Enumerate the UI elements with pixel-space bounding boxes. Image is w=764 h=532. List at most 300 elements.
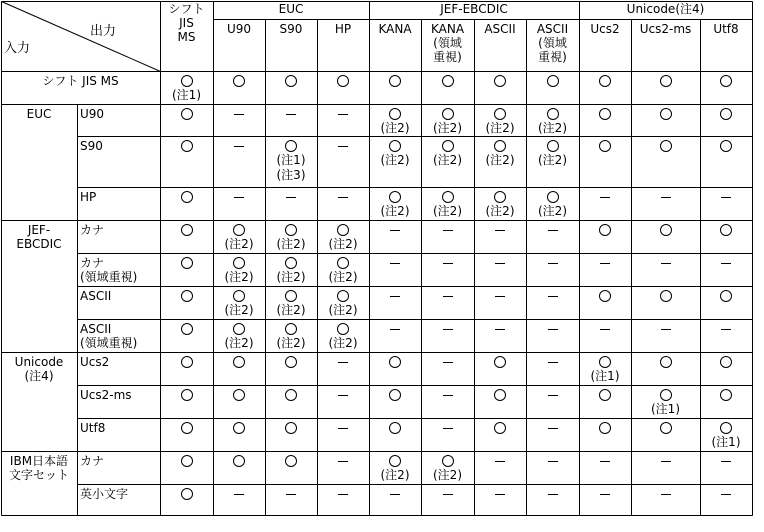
unsupported-mark (234, 146, 244, 147)
supported-mark (285, 455, 297, 467)
row-group-label: Unicode (14, 355, 64, 369)
supported-mark (337, 257, 349, 269)
col-group-label: シフト (168, 2, 205, 16)
table-cell (579, 286, 631, 319)
unsupported-mark (286, 114, 296, 115)
supported-mark (337, 290, 349, 302)
table-cell (579, 71, 631, 104)
row-header-label: Utf8 (80, 421, 106, 435)
supported-mark (181, 257, 193, 269)
table-cell (421, 104, 474, 136)
table-cell (160, 385, 213, 418)
supported-mark (599, 108, 611, 120)
table-cell (369, 187, 421, 220)
note-label: (注2) (276, 237, 306, 251)
supported-mark (599, 356, 611, 368)
col-header-label: U90 (226, 22, 252, 36)
table-cell (474, 253, 526, 286)
table-cell (631, 136, 700, 187)
col-header-label: Ucs2-ms (639, 22, 692, 36)
supported-mark (233, 356, 245, 368)
unsupported-mark (495, 329, 505, 330)
supported-mark (660, 75, 672, 87)
supported-mark (285, 389, 297, 401)
supported-mark (181, 356, 193, 368)
supported-mark (599, 422, 611, 434)
supported-mark (181, 191, 193, 203)
supported-mark (233, 290, 245, 302)
supported-mark (599, 290, 611, 302)
supported-mark (233, 455, 245, 467)
table-cell (474, 451, 526, 484)
unsupported-mark (443, 263, 453, 264)
table-cell (474, 187, 526, 220)
table-cell (700, 484, 752, 515)
table-cell (700, 451, 752, 484)
table-cell (421, 418, 474, 451)
table-cell (526, 136, 579, 187)
row-header (77, 136, 160, 187)
unsupported-mark (443, 329, 453, 330)
table-cell (213, 451, 265, 484)
note-label: (注2) (433, 468, 462, 482)
note-label: (注2) (224, 237, 254, 251)
unsupported-mark (443, 395, 453, 396)
supported-mark (181, 455, 193, 467)
table-cell (421, 253, 474, 286)
supported-mark (181, 140, 193, 152)
supported-mark (494, 191, 506, 203)
row-header-label: Ucs2 (80, 355, 110, 369)
table-cell (160, 451, 213, 484)
unsupported-mark (286, 197, 296, 198)
table-cell (421, 136, 474, 187)
supported-mark (547, 140, 559, 152)
supported-mark (442, 75, 454, 87)
note-label: (注2) (380, 468, 410, 482)
col-group-header (369, 1, 579, 19)
table-cell (474, 286, 526, 319)
col-header (700, 19, 752, 71)
row-header (77, 104, 160, 136)
table-cell (631, 319, 700, 352)
row-group-label: シフト JIS MS (42, 74, 119, 88)
supported-mark (389, 75, 401, 87)
table-cell (526, 286, 579, 319)
row-header (77, 253, 160, 286)
table-cell (265, 484, 317, 515)
supported-mark (181, 488, 193, 500)
col-header-label: KANA (430, 22, 465, 36)
supported-mark (389, 108, 401, 120)
row-group-label: EBCDIC (16, 237, 62, 251)
row-header-label: ASCII (80, 289, 112, 303)
unsupported-mark (548, 395, 558, 396)
table-cell (265, 286, 317, 319)
table-cell (579, 418, 631, 451)
col-header (474, 19, 526, 71)
table-cell (700, 385, 752, 418)
col-group-label: JIS (179, 16, 194, 30)
table-cell (700, 136, 752, 187)
supported-mark (442, 191, 454, 203)
table-cell (526, 319, 579, 352)
table-cell (474, 484, 526, 515)
unsupported-mark (721, 461, 731, 462)
unsupported-mark (338, 395, 348, 396)
supported-mark (720, 75, 732, 87)
unsupported-mark (338, 146, 348, 147)
supported-mark (389, 455, 401, 467)
table-cell (265, 253, 317, 286)
col-header-label: Utf8 (713, 22, 739, 36)
supported-mark (720, 224, 732, 236)
row-header (77, 286, 160, 319)
supported-mark (720, 290, 732, 302)
row-header (77, 451, 160, 484)
unsupported-mark (548, 461, 558, 462)
supported-mark (285, 290, 297, 302)
table-cell (317, 484, 369, 515)
table-cell (631, 418, 700, 451)
table-cell (160, 484, 213, 515)
note-label: (注2) (380, 204, 410, 218)
note-label: (注2) (485, 204, 515, 218)
note-label: (注3) (276, 168, 306, 182)
row-group-header (1, 104, 77, 220)
table-cell (369, 71, 421, 104)
col-header (317, 19, 369, 71)
unsupported-mark (548, 230, 558, 231)
note-label: (注2) (380, 153, 410, 167)
col-header-label: Ucs2 (590, 22, 620, 36)
table-cell (160, 319, 213, 352)
row-header (77, 385, 160, 418)
table-cell (213, 253, 265, 286)
row-header (77, 187, 160, 220)
row-group-label: JEF- (27, 223, 51, 237)
row-header (77, 484, 160, 515)
table-cell (631, 253, 700, 286)
table-cell (474, 352, 526, 385)
supported-mark (285, 257, 297, 269)
supported-mark (660, 422, 672, 434)
supported-mark (494, 422, 506, 434)
unsupported-mark (338, 494, 348, 495)
unsupported-mark (661, 329, 671, 330)
note-label: (注2) (328, 237, 358, 251)
unsupported-mark (721, 197, 731, 198)
unsupported-mark (338, 461, 348, 462)
supported-mark (181, 290, 193, 302)
table-cell (700, 71, 752, 104)
unsupported-mark (234, 114, 244, 115)
table-cell (474, 385, 526, 418)
unsupported-mark (721, 263, 731, 264)
table-cell (369, 484, 421, 515)
table-cell (265, 352, 317, 385)
supported-mark (547, 191, 559, 203)
note-label: (注1) (651, 402, 680, 416)
col-group-header (160, 1, 213, 71)
table-cell (421, 220, 474, 253)
table-cell (526, 187, 579, 220)
table-cell (421, 451, 474, 484)
row-group-label: 文字セット (8, 468, 69, 482)
table-cell (421, 352, 474, 385)
col-group-header (213, 1, 369, 19)
supported-mark (389, 389, 401, 401)
row-header-label: 英小文字 (80, 487, 129, 501)
table-cell (579, 253, 631, 286)
unsupported-mark (600, 263, 610, 264)
supported-mark (285, 323, 297, 335)
table-cell (474, 104, 526, 136)
table-cell (526, 71, 579, 104)
row-group-header (1, 220, 77, 352)
table-cell (265, 136, 317, 187)
table-cell (421, 286, 474, 319)
unsupported-mark (390, 494, 400, 495)
supported-mark (547, 108, 559, 120)
table-cell (265, 220, 317, 253)
table-cell (369, 104, 421, 136)
unsupported-mark (338, 428, 348, 429)
note-label: (注1) (172, 88, 201, 102)
supported-mark (494, 389, 506, 401)
table-cell (369, 319, 421, 352)
col-header-label: HP (334, 22, 352, 36)
table-cell (700, 220, 752, 253)
unsupported-mark (286, 494, 296, 495)
supported-mark (233, 257, 245, 269)
note-label: (注1) (276, 153, 306, 167)
note-label: (注2) (538, 204, 567, 218)
unsupported-mark (600, 197, 610, 198)
unsupported-mark (338, 362, 348, 363)
row-header-label: HP (80, 190, 97, 204)
supported-mark (720, 356, 732, 368)
table-cell (160, 187, 213, 220)
unsupported-mark (495, 494, 505, 495)
supported-mark (389, 191, 401, 203)
note-label: (注1) (711, 435, 741, 449)
supported-mark (660, 356, 672, 368)
supported-mark (285, 140, 297, 152)
supported-mark (337, 75, 349, 87)
col-header-label: 重視) (433, 50, 462, 64)
table-cell (579, 352, 631, 385)
table-cell (369, 352, 421, 385)
col-group-label: EUC (278, 2, 304, 16)
supported-mark (660, 224, 672, 236)
table-cell (160, 220, 213, 253)
supported-mark (720, 422, 732, 434)
table-cell (160, 352, 213, 385)
table-cell (526, 220, 579, 253)
table-cell (160, 104, 213, 136)
supported-mark (233, 422, 245, 434)
table-cell (369, 253, 421, 286)
supported-mark (389, 356, 401, 368)
unsupported-mark (443, 362, 453, 363)
row-header-label: (領域重視) (80, 270, 138, 284)
unsupported-mark (721, 329, 731, 330)
corner-input-label: 入力 (4, 41, 31, 56)
row-group-label: EUC (26, 107, 52, 121)
table-cell (317, 187, 369, 220)
table-cell (631, 286, 700, 319)
note-label: (注2) (224, 270, 254, 284)
unsupported-mark (661, 263, 671, 264)
table-cell (579, 484, 631, 515)
note-label: (注1) (590, 369, 620, 383)
table-cell (213, 418, 265, 451)
col-group-label: JEF-EBCDIC (440, 2, 508, 16)
row-group-label: IBM日本語 (9, 454, 69, 468)
table-cell (369, 418, 421, 451)
unsupported-mark (548, 263, 558, 264)
supported-mark (285, 224, 297, 236)
note-label: (注2) (485, 121, 515, 135)
col-header (631, 19, 700, 71)
table-cell (700, 187, 752, 220)
supported-mark (389, 140, 401, 152)
table-cell (265, 187, 317, 220)
col-header-label: S90 (279, 22, 303, 36)
note-label: (注2) (538, 153, 567, 167)
table-cell (369, 286, 421, 319)
table-cell (160, 253, 213, 286)
table-cell (421, 319, 474, 352)
note-label: (注2) (224, 303, 254, 317)
unsupported-mark (390, 230, 400, 231)
unsupported-mark (548, 362, 558, 363)
unsupported-mark (495, 263, 505, 264)
table-cell (160, 286, 213, 319)
table-cell (579, 385, 631, 418)
col-header (579, 19, 631, 71)
note-label: (注2) (276, 303, 306, 317)
col-header (265, 19, 317, 71)
col-header-label: 重視) (538, 50, 567, 64)
table-cell (317, 220, 369, 253)
unsupported-mark (600, 461, 610, 462)
supported-mark (181, 108, 193, 120)
supported-mark (285, 356, 297, 368)
table-cell (369, 136, 421, 187)
note-label: (注2) (485, 153, 515, 167)
table-cell (317, 352, 369, 385)
table-cell (474, 220, 526, 253)
table-cell (631, 352, 700, 385)
table-cell (317, 385, 369, 418)
table-cell (579, 104, 631, 136)
corner-output-label: 出力 (90, 24, 117, 39)
unsupported-mark (390, 296, 400, 297)
note-label: (注2) (276, 336, 306, 350)
table-cell (265, 418, 317, 451)
note-label: (注2) (433, 153, 462, 167)
row-header (77, 220, 160, 253)
table-cell (317, 418, 369, 451)
row-header (77, 319, 160, 352)
supported-mark (233, 389, 245, 401)
table-cell (369, 220, 421, 253)
table-cell (579, 319, 631, 352)
unsupported-mark (443, 230, 453, 231)
supported-mark (442, 108, 454, 120)
supported-mark (337, 224, 349, 236)
table-cell (213, 136, 265, 187)
note-label: (注2) (224, 336, 254, 350)
table-cell (526, 253, 579, 286)
row-header-label: S90 (80, 139, 103, 153)
table-cell (160, 418, 213, 451)
note-label: (注2) (328, 270, 358, 284)
supported-mark (599, 389, 611, 401)
supported-mark (660, 389, 672, 401)
col-header (369, 19, 421, 71)
unsupported-mark (443, 296, 453, 297)
table-cell (526, 104, 579, 136)
table-cell (265, 319, 317, 352)
table-cell (369, 385, 421, 418)
table-cell (421, 484, 474, 515)
row-header-label: ASCII (80, 322, 112, 336)
unsupported-mark (548, 329, 558, 330)
col-header (526, 19, 579, 71)
table-cell (700, 253, 752, 286)
note-label: (注2) (538, 121, 567, 135)
unsupported-mark (661, 494, 671, 495)
supported-mark (285, 75, 297, 87)
unsupported-mark (234, 494, 244, 495)
unsupported-mark (338, 197, 348, 198)
note-label: (注2) (433, 121, 462, 135)
table-cell (265, 71, 317, 104)
unsupported-mark (390, 329, 400, 330)
table-cell (160, 136, 213, 187)
supported-mark (720, 108, 732, 120)
table-cell (474, 418, 526, 451)
table-cell (526, 418, 579, 451)
table-cell (421, 187, 474, 220)
table-cell (317, 71, 369, 104)
note-label: (注2) (328, 303, 358, 317)
supported-mark (599, 224, 611, 236)
supported-mark (660, 108, 672, 120)
unsupported-mark (600, 329, 610, 330)
supported-mark (181, 323, 193, 335)
supported-mark (233, 75, 245, 87)
unsupported-mark (495, 230, 505, 231)
supported-mark (233, 323, 245, 335)
table-cell (579, 451, 631, 484)
col-header (213, 19, 265, 71)
col-header-label: (領域 (538, 36, 567, 50)
supported-mark (494, 140, 506, 152)
table-cell (700, 319, 752, 352)
supported-mark (720, 389, 732, 401)
unsupported-mark (234, 197, 244, 198)
supported-mark (442, 455, 454, 467)
supported-mark (599, 140, 611, 152)
row-group-header (1, 451, 77, 515)
row-header-label: (領域重視) (80, 336, 138, 350)
unsupported-mark (548, 428, 558, 429)
supported-mark (285, 422, 297, 434)
